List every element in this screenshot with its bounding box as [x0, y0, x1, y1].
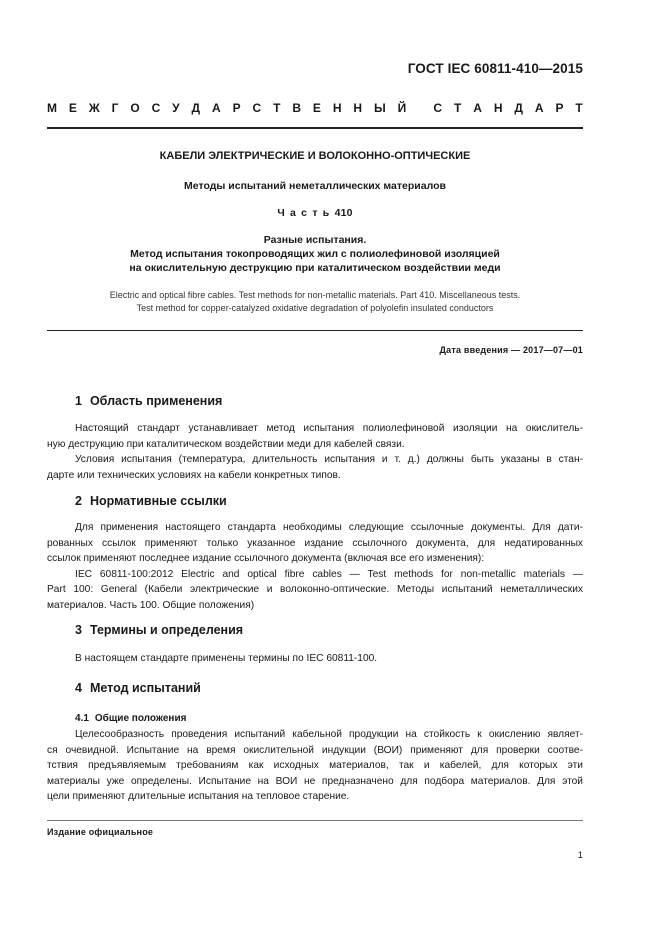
page-number: 1 — [577, 850, 583, 861]
english-title-line: Electric and optical fibre cables. Test methods for non-metallic materials. Part 410. Miscellaneous tests. — [109, 290, 521, 300]
body-line: цели применяют длительные испытания на тепловое старение. — [47, 791, 350, 802]
document-title: КАБЕЛИ ЭЛЕКТРИЧЕСКИЕ И ВОЛОКОННО-ОПТИЧЕСКИЕ — [159, 150, 471, 162]
document-subtitle: Методы испытаний неметаллических материалов — [184, 180, 446, 192]
banner-gap — [418, 101, 421, 115]
body-line: Целесообразность проведения испытаний кабельной продукции на стойкость к окислению являет- — [75, 729, 583, 740]
introduction-date: Дата введения — 2017—07—01 — [439, 345, 583, 355]
body-line: IEC 60811-100:2012 Electric and optical fibre cables — Test methods for non-metallic materials — — [75, 568, 583, 580]
document-code: ГОСТ IEC 60811-410—2015 — [407, 61, 583, 76]
banner-letter: Р — [232, 101, 241, 115]
banner-letter: А — [473, 101, 482, 115]
banner-letter: С — [433, 101, 443, 115]
part-number: 410 — [334, 207, 353, 219]
english-title — [47, 289, 583, 315]
banner-letter: Ы — [373, 101, 386, 115]
banner-letter: Й — [397, 101, 407, 115]
body-line: рованных ссылок применяют только указанное издание ссылочного документа, для недатированных — [47, 537, 583, 549]
body-line: В настоящем стандарте применены термины по IEC 60811-100. — [75, 653, 378, 664]
section-number: 3 — [75, 623, 82, 637]
part-title-line: на окислительную деструкцию при каталитическом воздействии меди — [129, 262, 501, 274]
body-line: тствия предъявляемым требованиям как исходных материалов, так и кабелей, для которых эти — [47, 760, 583, 771]
section-heading — [75, 623, 243, 637]
banner-letter: В — [292, 101, 301, 115]
body-line: материалов. Часть 100. Общие положения) — [47, 599, 255, 611]
title-rule — [47, 330, 583, 331]
banner-letter: Е — [312, 101, 321, 115]
body-line: дарте или технических условиях на кабели конкретных типов. — [47, 469, 341, 481]
banner-letter: Т — [273, 101, 281, 115]
banner-letter: Е — [68, 101, 77, 115]
banner-letter: С — [151, 101, 161, 115]
section-heading — [75, 394, 222, 408]
section-body — [47, 727, 583, 805]
banner-letter: О — [130, 101, 140, 115]
footer-rule — [47, 820, 583, 821]
part-title-block — [47, 233, 583, 275]
body-line: Part 100: General (Кабели электрические и волоконно-оптические. Методы испытаний неметаллических — [47, 584, 583, 595]
section-number: 1 — [75, 394, 82, 408]
banner-letter: А — [211, 101, 221, 115]
section-body — [47, 651, 583, 667]
section-heading — [75, 681, 201, 695]
banner-letter: С — [252, 101, 262, 115]
part-title-line: Разные испытания. — [263, 234, 367, 246]
official-edition-label: Издание официальное — [47, 827, 154, 837]
part-word: Ч а с т ь — [277, 207, 331, 219]
section-title: Область применения — [89, 394, 223, 408]
section-title: Метод испытаний — [89, 681, 201, 695]
section-number: 2 — [75, 494, 82, 508]
banner-letter: М — [47, 101, 57, 115]
banner-letter: Д — [191, 101, 201, 115]
subsection-heading — [75, 713, 186, 724]
body-line: ную деструкцию при каталитическом воздействии меди для кабелей связи. — [47, 438, 405, 450]
part-title-line: Метод испытания токопроводящих жил с полиолефиновой изоляцией — [130, 248, 500, 260]
banner-letter: А — [534, 101, 544, 115]
body-line: Для применения настоящего стандарта необходимы следующие ссылочные документы. Для дати- — [75, 522, 583, 533]
banner-letter: Н — [332, 101, 342, 115]
section-title: Термины и определения — [89, 623, 244, 637]
header-rule — [47, 127, 583, 129]
banner-letter: Г — [111, 101, 119, 115]
banner-letter: Т — [575, 101, 583, 115]
body-line: ся очевидной. Испытание на время окислительной индукции (ВОИ) применяют для проверки соотве- — [47, 744, 583, 756]
banner-letter: Ж — [88, 101, 100, 115]
body-line: ссылок применяют последнее издание ссылочного документа (включая все его изменения): — [47, 553, 485, 564]
body-line: Условия испытания (температура, длительность испытания и т. д.) должны быть указаны в стан- — [75, 454, 583, 465]
english-title-line: Test method for copper-catalyzed oxidative degradation of polyolefin insulated conductors — [136, 303, 494, 313]
banner-letter: Д — [514, 101, 523, 115]
banner-letter: Н — [353, 101, 363, 115]
section-body — [47, 421, 583, 483]
banner-letter: Т — [453, 101, 462, 115]
section-body — [47, 520, 583, 613]
subsection-title: Общие положения — [94, 713, 187, 724]
body-line: Настоящий стандарт устанавливает метод испытания полиолефиновой изоляции на окислитель- — [75, 423, 583, 434]
banner-letter: У — [172, 101, 180, 115]
section-title: Нормативные ссылки — [89, 494, 227, 508]
section-heading — [75, 494, 227, 508]
body-line: материалы уже определены. Испытание на ВОИ не предназначено для подбора материалов. Для этой — [47, 775, 583, 787]
banner-letter: Р — [555, 101, 564, 115]
banner-letter: Н — [493, 101, 503, 115]
interstate-standard-banner — [47, 101, 583, 115]
part-label — [47, 207, 583, 219]
section-number: 4 — [75, 681, 82, 695]
subsection-number: 4.1 — [75, 713, 89, 724]
